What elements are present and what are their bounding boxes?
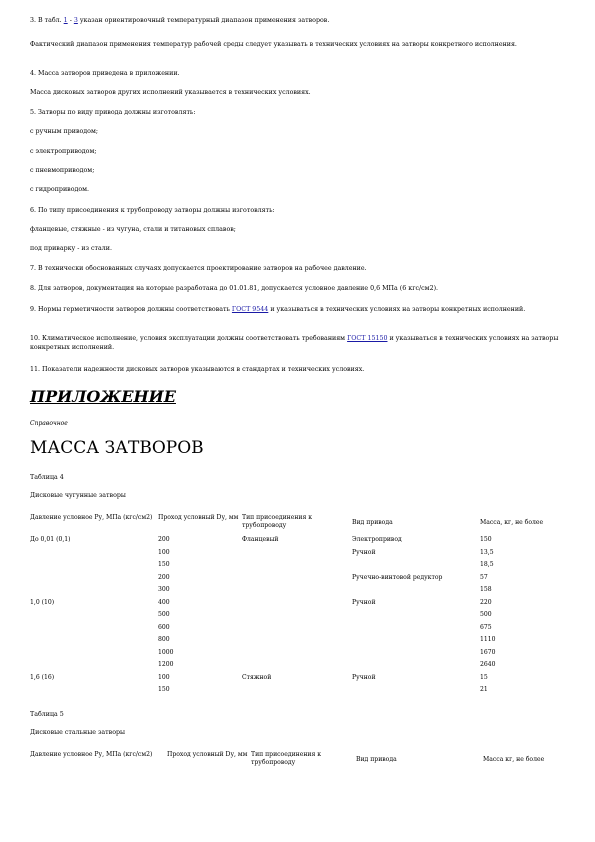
table-cell bbox=[242, 561, 352, 574]
paragraph-5d: с гидроприводом. bbox=[30, 186, 90, 193]
link-table-3[interactable]: 3 bbox=[73, 17, 78, 24]
table-row bbox=[30, 649, 560, 662]
table-cell bbox=[30, 624, 158, 637]
table-cell: 400 bbox=[158, 598, 170, 606]
paragraph-4b: Масса дисковых затворов других исполнений указывается в технических условиях. bbox=[30, 89, 311, 96]
table-cell: 500 bbox=[480, 611, 492, 618]
header-cell: Тип присоединения к трубопроводу bbox=[242, 514, 313, 530]
table-header-row bbox=[30, 514, 560, 536]
table-cell bbox=[242, 599, 352, 612]
table-cell bbox=[30, 586, 158, 599]
table-cell: 150 bbox=[158, 686, 170, 693]
table-cell: 1200 bbox=[158, 661, 174, 668]
table-cell: 600 bbox=[158, 623, 170, 631]
paragraph-5b: с электроприводом; bbox=[30, 148, 97, 155]
paragraph-3 bbox=[30, 17, 560, 26]
table-cell bbox=[352, 561, 480, 574]
table-cell bbox=[242, 686, 352, 699]
table-cell: 100 bbox=[158, 548, 170, 556]
table-cell bbox=[30, 549, 158, 562]
table-cell bbox=[30, 661, 158, 674]
table-cell bbox=[30, 561, 158, 574]
table-cell bbox=[242, 586, 352, 599]
header-cell: Тип присоединения к трубопроводу bbox=[251, 751, 322, 767]
table-cell bbox=[352, 586, 480, 599]
paragraph-4: 4. Масса затворов приведена в приложении. bbox=[30, 70, 180, 77]
table-cell bbox=[352, 636, 480, 649]
paragraph-5a: с ручным приводом; bbox=[30, 128, 98, 135]
table-row bbox=[30, 611, 560, 624]
table-cell: 1110 bbox=[480, 636, 496, 643]
table-cell: 158 bbox=[480, 586, 492, 593]
header-cell: Давление условное Ру, МПа (кгс/см2) bbox=[30, 751, 153, 758]
table-row bbox=[30, 686, 560, 699]
table-row bbox=[30, 586, 560, 599]
table-cell: Стяжной bbox=[242, 673, 272, 681]
paragraph-6b: под приварку - из стали. bbox=[30, 245, 112, 252]
table-row bbox=[30, 574, 560, 587]
appendix-subtitle: Справочное bbox=[30, 420, 68, 427]
table4-label: Таблица 4 bbox=[30, 474, 64, 481]
table-header-row bbox=[30, 751, 560, 767]
table-cell bbox=[30, 611, 158, 624]
table-row bbox=[30, 661, 560, 674]
table5-caption: Дисковые стальные затворы bbox=[30, 729, 126, 736]
table-row bbox=[30, 674, 560, 687]
appendix-heading: МАССА ЗАТВОРОВ bbox=[30, 438, 204, 458]
table-cell: 2640 bbox=[480, 661, 496, 668]
paragraph-10 bbox=[30, 335, 560, 352]
table-cell: 21 bbox=[480, 686, 488, 693]
header-cell: Проход условный Dу, мм bbox=[158, 514, 239, 521]
paragraph-7: 7. В технически обоснованных случаях допускается проектирование затворов на рабочее давление. bbox=[30, 265, 367, 272]
paragraph-5c: с пневмоприводом; bbox=[30, 167, 95, 174]
table-cell bbox=[242, 611, 352, 624]
paragraph-6a: фланцевые, стяжные - из чугуна, стали и титановых сплавов; bbox=[30, 226, 236, 233]
table-cell bbox=[352, 649, 480, 662]
table-cell bbox=[242, 624, 352, 637]
table-cell: 150 bbox=[158, 561, 170, 568]
appendix-title: ПРИЛОЖЕНИЕ bbox=[30, 387, 176, 406]
table-cell bbox=[242, 636, 352, 649]
table-cell: Электропривод bbox=[352, 536, 402, 543]
link-table-1[interactable]: 1 bbox=[63, 17, 68, 24]
text: указан ориентировочный температурный диапазон применения затворов. bbox=[77, 17, 330, 24]
table-cell bbox=[30, 649, 158, 662]
table5-label: Таблица 5 bbox=[30, 711, 64, 718]
header-cell: Масса, кг, не более bbox=[480, 519, 544, 526]
table-cell: 1,0 (10) bbox=[30, 598, 55, 606]
table-row bbox=[30, 561, 560, 574]
table-cell bbox=[352, 661, 480, 674]
table-cell: 220 bbox=[480, 598, 492, 606]
table-cell: 100 bbox=[158, 673, 170, 681]
table-cell: 1000 bbox=[158, 648, 174, 656]
table-cell: 500 bbox=[158, 611, 170, 618]
table-cell bbox=[242, 661, 352, 674]
header-cell: Вид привода bbox=[352, 519, 393, 526]
header-cell: Проход условный Dу, мм bbox=[167, 751, 248, 758]
table-row bbox=[30, 536, 560, 549]
table-steel-valves bbox=[30, 751, 560, 767]
table-cell: Ручечно-винтовой редуктор bbox=[352, 573, 443, 581]
paragraph-3b: Фактический диапазон применения температур рабочей среды следует указывать в технических условиях на затворы конкретного исполнения. bbox=[30, 41, 517, 48]
table-cell: До 0,01 (0,1) bbox=[30, 536, 71, 543]
link-gost-9544[interactable]: ГОСТ 9544 bbox=[231, 306, 269, 313]
table-row bbox=[30, 636, 560, 649]
table-cell: Ручной bbox=[352, 673, 376, 681]
table-cell: 200 bbox=[158, 536, 170, 543]
table-cell bbox=[242, 649, 352, 662]
table-cell: 675 bbox=[480, 623, 492, 631]
table-cell: Ручной bbox=[352, 598, 376, 606]
table-row bbox=[30, 599, 560, 612]
table-cell bbox=[30, 574, 158, 587]
table-cell: 150 bbox=[480, 536, 492, 543]
text: - bbox=[67, 17, 74, 24]
header-cell: Давление условное Ру, МПа (кгс/см2) bbox=[30, 514, 153, 521]
paragraph-9 bbox=[30, 306, 560, 315]
table-cell: Фланцевый bbox=[242, 536, 279, 543]
paragraph-8: 8. Для затворов, документация на которые разработана до 01.01.81, допускается условное давление 0,6 МПа (6 кгс/см2). bbox=[30, 285, 439, 292]
table-cell bbox=[30, 636, 158, 649]
table-cell: 1670 bbox=[480, 648, 496, 656]
table-cell: 18,5 bbox=[480, 561, 494, 568]
table-cell: Ручной bbox=[352, 548, 376, 556]
table-cell: 300 bbox=[158, 586, 170, 593]
table-cell bbox=[352, 686, 480, 699]
header-cell: Масса кг, не более bbox=[483, 756, 545, 763]
table-row bbox=[30, 624, 560, 637]
text: и указываться в технических условиях на затворы конкретных исполнений. bbox=[30, 335, 559, 351]
paragraph-5: 5. Затворы по виду привода должны изготовлять: bbox=[30, 109, 196, 116]
table-cell bbox=[352, 624, 480, 637]
paragraph-6: 6. По типу присоединения к трубопроводу затворы должны изготовлять: bbox=[30, 207, 275, 214]
table-cell bbox=[30, 686, 158, 699]
table-cell: 15 bbox=[480, 673, 488, 681]
table4-caption: Дисковые чугунные затворы bbox=[30, 492, 126, 499]
table-cast-iron-valves bbox=[30, 514, 560, 699]
paragraph-11: 11. Показатели надежности дисковых затворов указываются в стандартах и технических условиях. bbox=[30, 366, 365, 373]
table-cell bbox=[242, 549, 352, 562]
table-cell bbox=[352, 611, 480, 624]
link-gost-15150[interactable]: ГОСТ 15150 bbox=[347, 335, 388, 342]
table-cell bbox=[242, 574, 352, 587]
text: и указываться в технических условиях на затворы конкретных исполнений. bbox=[268, 306, 526, 313]
table-cell: 57 bbox=[480, 573, 488, 581]
header-cell: Вид привода bbox=[356, 756, 397, 763]
text: 10. Климатическое исполнение, условия эксплуатации должны соответствовать требованиям bbox=[30, 335, 348, 342]
table-cell: 800 bbox=[158, 636, 170, 643]
table-cell: 1,6 (16) bbox=[30, 673, 55, 681]
table-cell: 13,5 bbox=[480, 548, 494, 556]
text: 3. В табл. bbox=[30, 17, 64, 24]
table-cell: 200 bbox=[158, 573, 170, 581]
text: 9. Нормы герметичности затворов должны соответствовать bbox=[30, 306, 232, 313]
table-row bbox=[30, 549, 560, 562]
